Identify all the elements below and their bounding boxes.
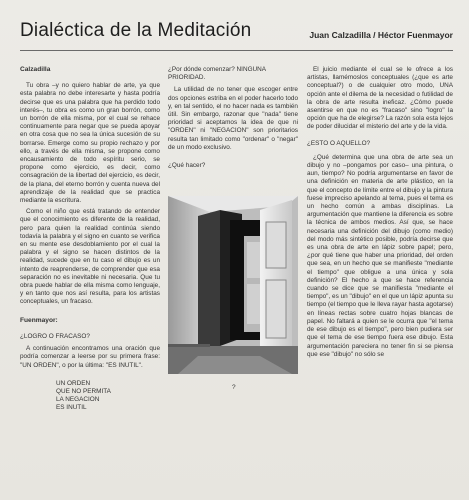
list-item: QUE NO PERMITA xyxy=(56,387,111,395)
header-divider xyxy=(20,50,453,51)
paragraph: A continuación encontramos una oración que podría comenzar a leerse por su primera frase: "UN ORDEN", o por la última: "ES INUTIL". xyxy=(20,345,160,369)
column-left xyxy=(20,66,160,412)
section-question: ¿Por dónde comenzar? NINGUNA PRIORIDAD. xyxy=(168,66,266,82)
photo-caption: ? xyxy=(232,384,236,391)
section-question: ¿LOGRO O FRACASO? xyxy=(20,332,90,340)
column-right xyxy=(307,66,453,362)
paragraph: Tu obra –y no quiero hablar de arte, ya que esta palabra no debe interesarte y hasta podría decirse que es una palabra que ha perdido todo interés–, tu obra es como un gran borrón, como un borrón de ella misma, por el cual se rehace continuamente para negar que se pueda apoyar en otra cosa que no sea la única sucesión de su borrarse. Emerge como su propio rechazo y por ello, a través de ella misma, se propone como encausamiento de todo espíritu serio, se propone como ejercicio, es decir, como consagración de la libertad del ejercicio, es decir, de la plana, del eterno borrón y cuenta nueva del aprendizaje de la realidad que se practica mediante la escritura. xyxy=(20,82,160,205)
paragraph: La utilidad de no tener que escoger entre dos opciones estriba en el poder hacerlo todo y, en tal sentido, el no hacer nada es también útil. Sin embargo, razonar que "nada" tiene prioridad si aceptamos la idea de que ni "ORDEN" ni "NEGACION" son prioritarios resulta tan limitado como "ordenar" o "negar" de un modo exclusivo. xyxy=(168,86,298,151)
paragraph: Como el niño que está tratando de entender que el conocimiento es diferente de la realidad, pero para quien la realidad continúa siendo todavía la palabra y el signo en cuanto se verifica en su mente ese desdoblamiento por el cual la palabra y el signo se hacen distintos de la realidad, sucede que en tu caso el dibujo es un intento de reaprenderse, de comprender que esa separación no es inevitable ni necesaria. Que tu obra puede hablar de ella misma como lenguaje, y en tanto que nos así resulta, para los artistas conceptuales, un fracaso. xyxy=(20,208,160,306)
section-heading-fuenmayor: Fuenmayor: xyxy=(20,316,58,324)
column-middle xyxy=(168,66,298,170)
paragraph: El juicio mediante el cual se le ofrece a los artistas, llamémoslos conceptuales (¿que es arte conceptual?) o de cualquier otro modo, UNA opción ante el dilema de la necesidad o futilidad de la obra de arte resulta ineficaz. ¿Cómo puede asentirse en que no es "fracaso" sino "logro" la opción que ha de elegirse? La razón sola esta lejos de poder dilucidar el misterio del arte y de la vida. xyxy=(307,66,453,131)
paragraph: ¿Qué determina que una obra de arte sea un dibujo y no –pongamos por caso– una pintura, o aun, tiempo? No podría argumentarse en favor de una definición en materia de arte plástico, en la que el concepto de límite entre el dibujo y la pintura fuese impreciso apelando al tema, pues el tema es un hecho común a ambas disciplinas. La argumentación que mantiene la diferencia es sobre la técnica de ambos medios. Así que, se hace necesaria una definición del dibujo (como medio) del modo más sintético posible, podría decirse que es una obra de arte en lápiz sobre papel; pero, ¿por qué tiene que haber una prioridad, del orden que sea, en un hecho que se manifieste "mediante el tiempo" que obligue a una única y sola definición? El hecho a que se hace referencia cuando se dice que se manifiesta "mediante el tiempo", es un "dibujo" en el que un lápiz apunta su tiempo (el tiempo que le lleva rayar hasta agotarse) en líneas rectas sobre cuatro hojas blancas de papel. No faltará a quien se le ocurra que "el tema de ese dibujo es el tiempo", pero bien pudiera ser que el tema de ese tiempo fuera ese dibujo. Esta argumentación pareciera no tener fin si se piensa que ese "dibujo" no sólo se xyxy=(307,153,454,358)
sentence-list xyxy=(56,380,160,412)
doorway-photograph xyxy=(168,196,298,374)
section-question: ¿ESTO O AQUELLO? xyxy=(307,139,371,147)
list-item: LA NEGACION xyxy=(56,395,100,403)
article-title: Dialéctica de la Meditación xyxy=(20,20,252,41)
list-item: ES INUTIL xyxy=(56,403,87,411)
photo-question: ¿Qué hacer? xyxy=(168,162,206,170)
article-authors: Juan Calzadilla / Héctor Fuenmayor xyxy=(309,30,453,40)
list-item: UN ORDEN xyxy=(56,379,91,387)
section-heading-calzadilla: Calzadilla xyxy=(20,66,51,73)
